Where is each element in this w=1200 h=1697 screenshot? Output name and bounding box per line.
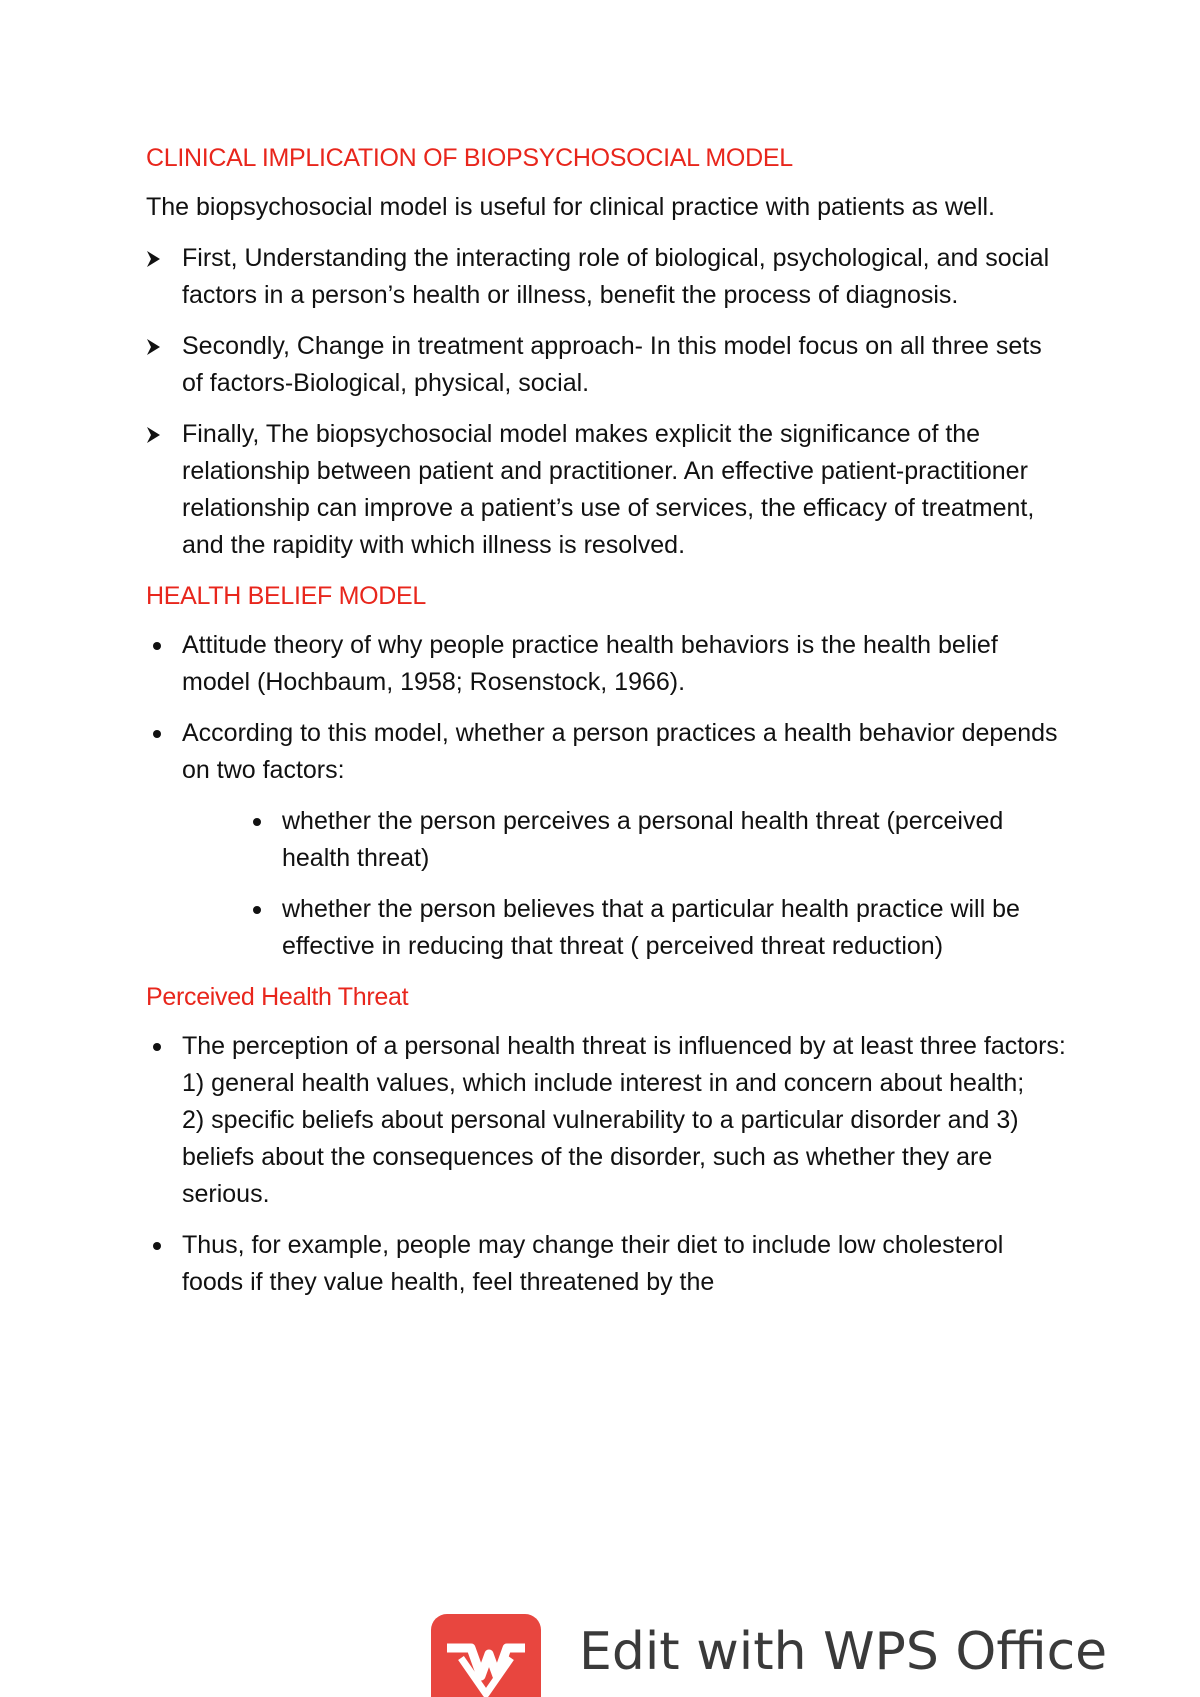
list-item-text: Thus, for example, people may change their diet to include low cholesterol foods if they value health, feel threatened by the xyxy=(182,1231,1004,1296)
clinical-points-list xyxy=(146,240,1066,564)
list-item-text: Attitude theory of why people practice health behaviors is the health belief model (Hochbaum, 1958; Rosenstock, 1966). xyxy=(182,631,998,696)
list-item-text: First, Understanding the interacting role of biological, psychological, and social factors in a person’s health or illness, benefit the process of diagnosis. xyxy=(182,244,1050,309)
bullet-dot-icon xyxy=(146,627,176,664)
list-item xyxy=(146,416,1066,564)
list-item xyxy=(146,715,1066,789)
health-belief-subpoints-list xyxy=(246,803,1066,965)
health-belief-points-list xyxy=(146,627,1066,789)
list-item xyxy=(246,803,1066,877)
bullet-dot-icon xyxy=(246,803,276,840)
list-item-text: 2) specific beliefs about personal vulnerability to a particular disorder and 3) beliefs about the consequences of the disorder, such as whether they are serious. xyxy=(182,1106,1019,1208)
arrow-bullet-icon xyxy=(146,328,176,365)
section-heading-health-belief-model: HEALTH BELIEF MODEL xyxy=(146,582,427,610)
list-item xyxy=(146,1227,1066,1301)
bullet-dot-icon xyxy=(146,715,176,752)
wps-logo-icon xyxy=(431,1614,541,1697)
list-item-text: Secondly, Change in treatment approach- In this model focus on all three sets of factors-Biological, physical, social. xyxy=(182,332,1042,397)
list-item xyxy=(146,1028,1066,1213)
perceived-threat-points-list xyxy=(146,1028,1066,1301)
list-item-text: 1) general health values, which include interest in and concern about health; xyxy=(182,1069,1025,1097)
list-item-text: whether the person believes that a particular health practice will be effective in reducing that threat ( perceived threat reduction) xyxy=(282,895,1020,960)
bullet-dot-icon xyxy=(246,891,276,928)
arrow-bullet-icon xyxy=(146,416,176,453)
wps-banner-text: Edit with WPS Office xyxy=(579,1622,1108,1682)
list-item-text: The perception of a personal health threat is influenced by at least three factors: xyxy=(182,1032,1066,1060)
section-heading-clinical-implication: CLINICAL IMPLICATION OF BIOPSYCHOSOCIAL MODEL xyxy=(146,144,793,172)
edit-with-wps-banner[interactable] xyxy=(431,1614,1108,1697)
intro-paragraph: The biopsychosocial model is useful for clinical practice with patients as well. xyxy=(146,193,995,221)
list-item xyxy=(146,627,1066,701)
arrow-bullet-icon xyxy=(146,240,176,277)
document-content xyxy=(146,140,1066,1315)
list-item-text: According to this model, whether a person practices a health behavior depends on two factors: xyxy=(182,719,1058,784)
section-heading-perceived-health-threat: Perceived Health Threat xyxy=(146,983,409,1011)
list-item-text: whether the person perceives a personal health threat (perceived health threat) xyxy=(282,807,1004,872)
list-item xyxy=(146,328,1066,402)
bullet-dot-icon xyxy=(146,1028,176,1065)
list-item xyxy=(146,240,1066,314)
list-item-text: Finally, The biopsychosocial model makes explicit the significance of the relationship between patient and practitioner. An effective patient-practitioner relationship can improve a patient’s use of services, the efficacy of treatment, and the rapidity with which illness is resolved. xyxy=(182,420,1035,559)
list-item xyxy=(246,891,1066,965)
bullet-dot-icon xyxy=(146,1227,176,1264)
